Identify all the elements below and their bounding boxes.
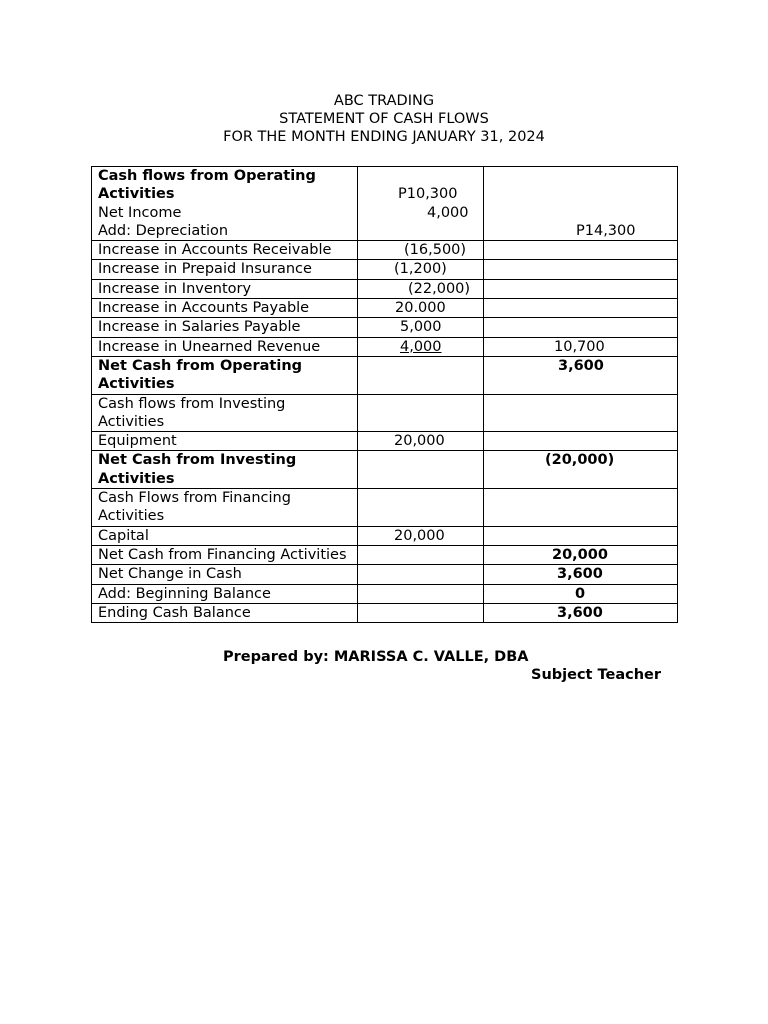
ending-balance-value: 3,600 — [484, 603, 678, 622]
empty-cell — [358, 356, 484, 394]
table-row — [92, 603, 678, 622]
financing-net-value: 20,000 — [484, 545, 678, 564]
statement-title: STATEMENT OF CASH FLOWS — [279, 111, 489, 127]
beginning-balance-label: Add: Beginning Balance — [92, 584, 358, 603]
table-row — [92, 526, 678, 545]
row-amount: 4,000 — [400, 338, 442, 355]
row-total — [484, 241, 678, 260]
operating-total-cell — [484, 167, 678, 241]
table-row — [92, 260, 678, 279]
row-label: Increase in Accounts Receivable — [92, 241, 358, 260]
empty-cell — [484, 432, 678, 451]
operating-amount-cell — [358, 167, 484, 241]
financing-item-label: Capital — [92, 526, 358, 545]
empty-cell — [484, 489, 678, 527]
net-change-label: Net Change in Cash — [92, 565, 358, 584]
empty-cell — [358, 451, 484, 489]
beginning-balance-value: 0 — [484, 584, 678, 603]
table-row — [92, 545, 678, 564]
empty-cell — [358, 489, 484, 527]
prepared-by: Prepared by: MARISSA C. VALLE, DBA — [223, 649, 529, 665]
table-row — [92, 432, 678, 451]
row-amount: (1,200) — [358, 260, 484, 279]
empty-cell — [484, 394, 678, 432]
investing-item-amount: 20,000 — [358, 432, 484, 451]
table-row — [92, 489, 678, 527]
row-amount-cell — [358, 337, 484, 356]
row-amount: 5,000 — [358, 318, 484, 337]
ending-balance-label: Ending Cash Balance — [92, 603, 358, 622]
empty-cell — [484, 526, 678, 545]
table-row — [92, 167, 678, 241]
row-total — [484, 318, 678, 337]
net-change-value: 3,600 — [484, 565, 678, 584]
depreciation-label: Add: Depreciation — [98, 222, 229, 239]
row-total — [484, 299, 678, 318]
row-label: Increase in Prepaid Insurance — [92, 260, 358, 279]
table-row — [92, 356, 678, 394]
financing-section-label: Cash Flows from Financing Activities — [92, 489, 358, 527]
row-total: 10,700 — [484, 337, 678, 356]
table-row — [92, 241, 678, 260]
row-amount: 20.000 — [358, 299, 484, 318]
financing-net-label: Net Cash from Financing Activities — [92, 545, 358, 564]
operating-section-cell — [92, 167, 358, 241]
operating-subtotal: P14,300 — [576, 222, 636, 239]
net-income-value: P10,300 — [398, 186, 458, 203]
table-row — [92, 318, 678, 337]
row-label: Increase in Unearned Revenue — [92, 337, 358, 356]
investing-net-value: (20,000) — [484, 451, 678, 489]
operating-net-label: Net Cash from Operating Activities — [92, 356, 358, 394]
row-total — [484, 260, 678, 279]
row-amount: (16,500) — [358, 241, 484, 260]
table-row — [92, 584, 678, 603]
empty-cell — [358, 545, 484, 564]
empty-cell — [358, 394, 484, 432]
operating-section-label: Cash flows from Operating Activities — [98, 168, 316, 203]
row-label: Increase in Inventory — [92, 279, 358, 298]
empty-cell — [358, 584, 484, 603]
net-income-label: Net Income — [98, 204, 182, 221]
empty-cell — [358, 565, 484, 584]
preparer-role: Subject Teacher — [531, 667, 662, 683]
investing-section-label: Cash flows from Investing Activities — [92, 394, 358, 432]
investing-net-label: Net Cash from Investing Activities — [92, 451, 358, 489]
row-label: Increase in Salaries Payable — [92, 318, 358, 337]
table-row — [92, 299, 678, 318]
table-row — [92, 337, 678, 356]
table-row — [92, 279, 678, 298]
row-total — [484, 279, 678, 298]
depreciation-value: 4,000 — [427, 204, 469, 221]
statement-period: FOR THE MONTH ENDING JANUARY 31, 2024 — [223, 129, 545, 145]
table-row — [92, 565, 678, 584]
empty-cell — [358, 603, 484, 622]
table-row — [92, 394, 678, 432]
company-name: ABC TRADING — [333, 93, 435, 109]
financing-item-amount: 20,000 — [358, 526, 484, 545]
table-row — [92, 451, 678, 489]
statement-heading — [0, 92, 768, 146]
cash-flow-table — [91, 166, 678, 623]
investing-item-label: Equipment — [92, 432, 358, 451]
operating-net-value: 3,600 — [484, 356, 678, 394]
row-amount: (22,000) — [358, 279, 484, 298]
row-label: Increase in Accounts Payable — [92, 299, 358, 318]
